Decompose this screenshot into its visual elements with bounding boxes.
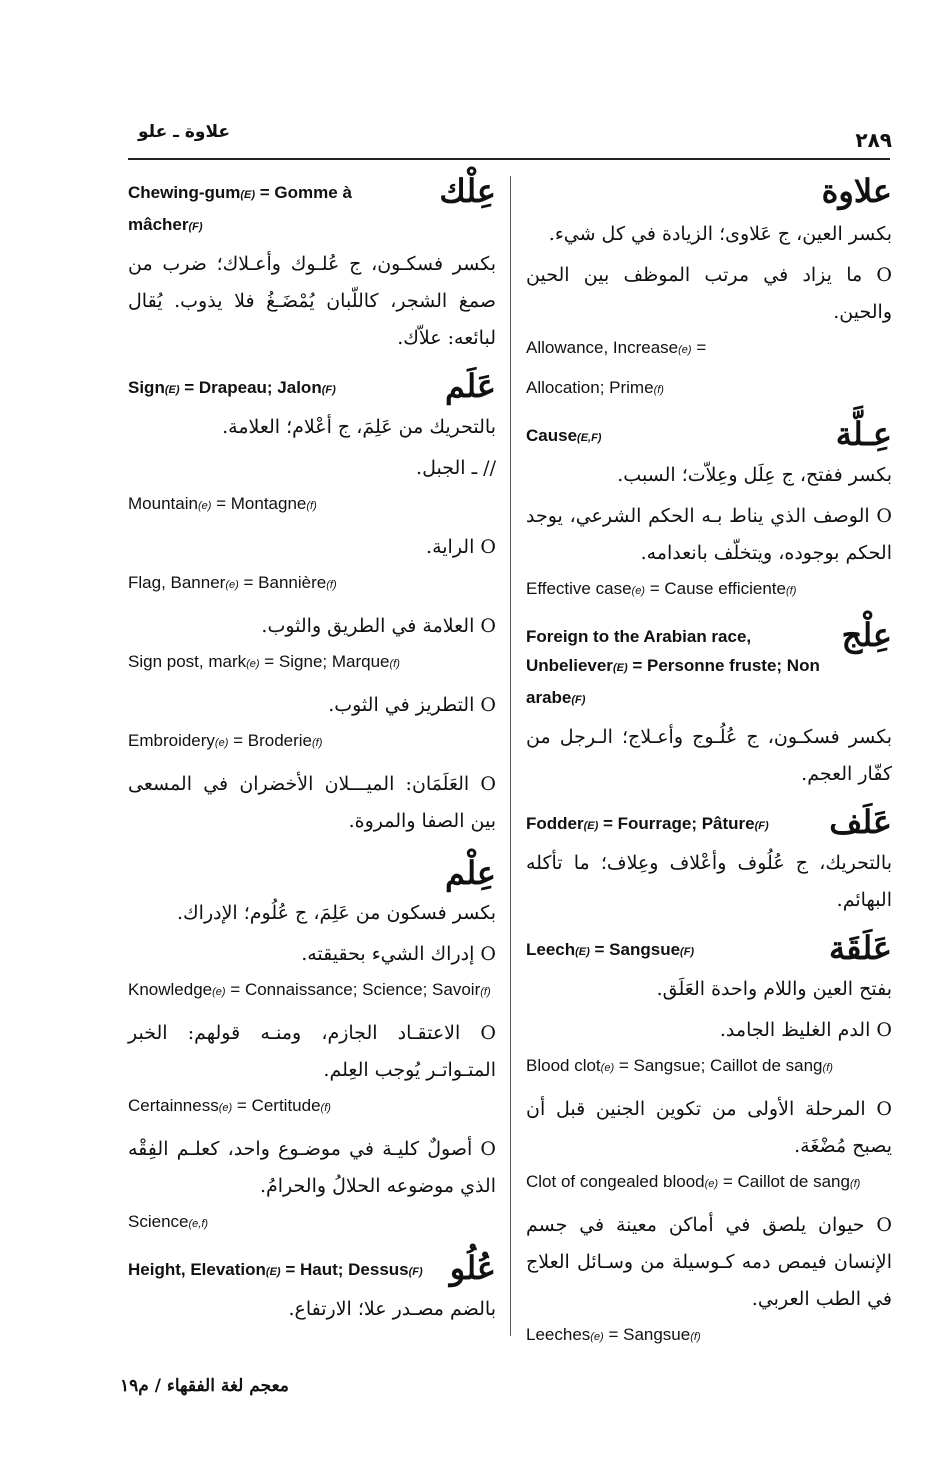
language-tag: (e) [212,986,226,999]
dictionary-entry [128,1249,496,1328]
translation-text: Certainness [128,1096,219,1116]
gloss-translation [128,489,496,521]
dictionary-entry [128,367,496,840]
arabic-definition: بالضم مصـدر علا؛ الارتفاع. [288,1298,496,1321]
page-number: ٢٨٩ [855,128,892,152]
dictionary-entry [526,803,892,919]
gloss-translation [128,568,496,600]
translation-text: = Signe; Marque [259,652,390,671]
arabic-definition: O الوصف الذي يناط بـه الحكم الشرعي، يوجد الحكم بوجوده، ويتخلّف بانعدامه. [526,505,892,564]
arabic-definition: O الاعتقـاد الجازم، ومنـه قولهم: الخبر المتـواتـر يُوجب العِلم. [128,1022,496,1082]
language-tag: (E) [240,189,256,201]
dictionary-entry [128,856,496,1239]
translation-text: Sign [128,378,165,397]
language-tag: (F) [408,1266,423,1279]
language-tag: (f) [326,579,337,591]
translation-text: Allocation; Prime [526,378,654,397]
translation-text: Foreign to the Arabian race, Unbeliever [526,627,752,675]
translation-text: Height, Elevation [128,1260,266,1280]
gloss-translation [526,1051,892,1083]
arabic-definition: O الدم الغليظ الجامد. [719,1019,892,1041]
language-tag: (e) [678,344,692,356]
translation-text: Blood clot [526,1056,601,1075]
language-tag: (F) [680,946,695,958]
translation-text: = Cause efficiente [644,579,786,598]
arabic-definition: بالتحريك، ج عُلُوف وأعْلاف وعِلاف؛ ما تأكله البهائم. [526,852,892,911]
gloss-translation [526,373,892,405]
entry-headword: عُلُو [449,1249,496,1288]
language-tag: (f) [480,986,491,999]
translation-text: Chewing-gum [128,183,241,202]
language-tag: (E,F) [577,432,602,444]
language-tag: (f) [320,1102,331,1115]
translation-text: Science [128,1212,189,1232]
right-column [526,172,892,1368]
translation-text: Effective case [526,579,632,598]
language-tag: (e,f) [188,1218,209,1231]
arabic-definition: بكسر العين، ج عَلاوى؛ الزيادة في كل شيء. [548,223,892,245]
entry-headword: عَلَقَة [828,929,892,967]
arabic-definition: بكسر ففتح، ج عِلَل وعِلاّت؛ السبب. [617,464,892,486]
arabic-definition: O الراية. [426,536,496,558]
arabic-definition: بكسر فسكـون، ج عُلـوك وأعـلاك؛ ضرب من صمغ الشجر، كاللّبان يُمْضَـغُ فلا يذوب. يُقال لبائعه: علاّك. [128,253,496,349]
dictionary-entry [128,172,496,357]
running-title: علاوة ـ علو [138,122,230,142]
language-tag: (f) [312,737,323,749]
translation-text: Mountain [128,494,198,513]
entry-headword: عَلَف [829,803,892,841]
page-footer: معجم لغة الفقهاء / م١٩ [120,1376,289,1396]
language-tag: (f) [822,1062,833,1074]
language-tag: (e) [600,1062,615,1074]
left-column [128,172,496,1344]
translation-text: Leech [526,940,576,959]
translation-text: = Haut; Dessus [280,1260,409,1280]
dictionary-entry [526,172,892,405]
translation-text: Flag, Banner [128,573,226,592]
translation-text: Knowledge [128,980,213,1000]
language-tag: (F) [754,820,769,832]
entry-headword: عِلْج [841,616,892,654]
language-tag: (e) [218,1102,233,1115]
gloss-translation [128,647,496,679]
dictionary-entry [526,616,892,793]
translation-text: Clot of congealed blood [526,1172,705,1191]
translation-text: = Bannière [238,573,327,592]
arabic-definition: O العَلَمَان: الميـــلان الأخضران في المسعى بين الصفا والمروة. [128,773,496,832]
translation-text: = Montagne [211,494,307,513]
header-rule [128,158,890,160]
language-tag: (E) [583,820,599,832]
arabic-definition: // ـ الجبل. [416,457,496,479]
entry-headword: عِـلَّة [835,415,892,453]
language-tag: (F) [188,221,203,233]
translation-text: Fodder [526,814,584,833]
gloss-translation [128,1207,496,1239]
arabic-definition: O أصولٌ كليـة في موضـوع واحد، كعلـم الفِقْه الذي موضوعه الحلالُ والحرامُ. [128,1138,496,1198]
language-tag: (e) [704,1178,719,1190]
arabic-definition: O ما يزاد في مرتب الموظف بين الحين والحين. [526,264,892,323]
translation-text: = Fourrage; Pâture [598,814,755,833]
entry-translation [526,622,892,715]
language-tag: (f) [389,658,400,670]
language-tag: (F) [571,694,586,706]
language-tag: (f) [690,1331,701,1343]
language-tag: (F) [321,384,336,396]
language-tag: (e) [214,737,229,749]
translation-text: Allowance, Increase [526,338,679,357]
language-tag: (e) [197,500,212,512]
translation-text: = Sangsue [603,1325,691,1344]
translation-text: = Drapeau; Jalon [179,378,322,397]
language-tag: (e) [590,1331,604,1343]
translation-text: Leeches [526,1325,591,1344]
dictionary-entry [526,415,892,606]
gloss-translation [526,333,892,365]
arabic-definition: بفتح العين واللام واحدة العَلَق. [656,978,892,1000]
language-tag: (E) [164,384,180,396]
translation-text: = Sangsue; Caillot de sang [614,1056,823,1075]
language-tag: (e) [631,585,645,597]
column-divider [510,176,511,1336]
translation-text: = Certitude [232,1096,321,1116]
gloss-translation [128,975,496,1007]
entry-headword: عِلْم [445,854,496,892]
language-tag: (e) [225,579,239,591]
language-tag: (f) [306,500,317,512]
translation-text: = Gomme à mâcher [128,183,352,234]
translation-text: Cause [526,426,578,445]
translation-text: Embroidery [128,731,215,750]
entry-headword: عَلَم [445,367,496,405]
entry-headword: علاوة [821,172,892,210]
language-tag: (f) [849,1178,861,1190]
translation-text: = [691,338,707,357]
gloss-translation [526,1167,892,1199]
dictionary-entry [526,929,892,1352]
translation-text: = Connaissance; Science; Savoir [225,980,481,1000]
entry-headword: عِلْك [439,172,496,210]
gloss-translation [128,1091,496,1123]
language-tag: (E) [612,662,628,674]
arabic-definition: O التطريز في الثوب. [328,694,496,716]
arabic-definition: O العلامة في الطريق والثوب. [261,615,496,637]
language-tag: (e) [246,658,260,670]
translation-text: = Caillot de sang [718,1172,850,1191]
arabic-definition: O إدراك الشيء بحقيقته. [301,943,496,966]
arabic-definition: O حيوان يلصق في أماكن معينة في جسم الإنسان فيمص دمه كـوسيلة من وسـائل العلاج في الطب العربي. [526,1214,892,1310]
language-tag: (f) [785,585,797,597]
gloss-translation [128,726,496,758]
translation-text: = Personne fruste; Non arabe [526,656,820,707]
translation-text: = Broderie [228,731,313,750]
gloss-translation [526,574,892,606]
language-tag: (E) [265,1266,281,1279]
translation-text: = Sangsue [589,940,681,959]
language-tag: (E) [575,946,590,958]
arabic-definition: بكسر فسكون من عَلِمَ، ج عُلُوم؛ الإدراك. [176,902,496,925]
translation-text: Sign post, mark [128,652,247,671]
entry-translation [128,373,496,405]
arabic-definition: بكسر فسكـون، ج عُلُـوج وأعـلاج؛ الـرجل من كفّار العجم. [526,726,892,785]
gloss-translation [526,1320,892,1352]
arabic-definition: O المرحلة الأولى من تكوين الجنين قبل أن يصبح مُضْغَة. [526,1098,892,1157]
entry-translation [128,1255,496,1287]
arabic-definition: بالتحريك من عَلِمَ، ج أعْلام؛ العلامة. [222,416,496,438]
language-tag: (f) [653,384,664,396]
